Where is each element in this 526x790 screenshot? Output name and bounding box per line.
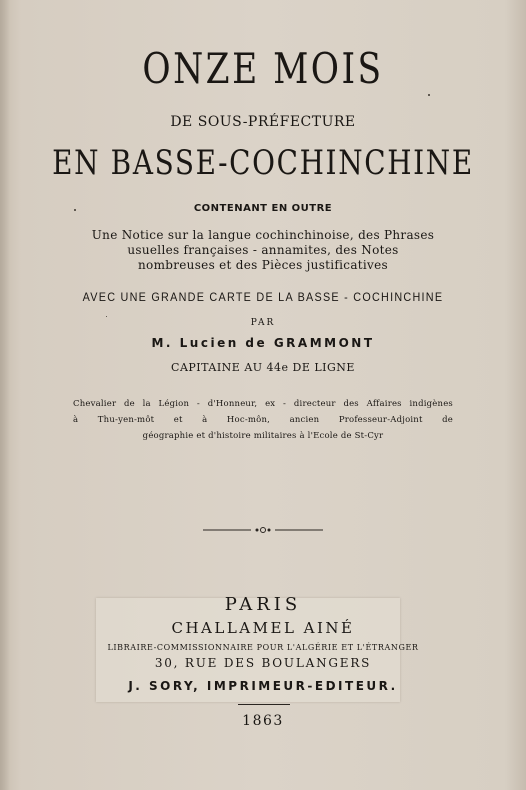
title-line-2: DE SOUS-PRÉFECTURE (170, 114, 356, 130)
title-line-1: ONZE MOIS (142, 44, 384, 93)
year-rule (238, 704, 290, 705)
notice-line: Une Notice sur la langue cochinchinoise, des Phrases (91, 228, 435, 242)
imprint-printer: J. SORY, IMPRIMEUR-EDITEUR. (128, 679, 398, 693)
ornament-divider (0, 520, 526, 539)
notice-line: usuelles françaises - annamites, des Notes (127, 243, 399, 257)
imprint-address: 30, RUE DES BOULANGERS (154, 656, 372, 670)
imprint-city: PARIS (224, 594, 302, 615)
imprint-publisher: CHALLAMEL AINÉ (171, 619, 355, 637)
notice-line: nombreuses et des Pièces justificatives (138, 258, 388, 272)
paper-speck (428, 94, 430, 96)
contents-heading: CONTENANT EN OUTRE (193, 203, 333, 214)
paper-speck (74, 209, 76, 211)
par-label: PAR (250, 318, 276, 328)
map-line: AVEC UNE GRANDE CARTE DE LA BASSE - COCHINCHINE (82, 290, 444, 304)
publication-year: 1863 (242, 713, 284, 729)
imprint-publisher-role: LIBRAIRE-COMMISSIONNAIRE POUR L'ALGÉRIE ET L'ÉTRANGER (107, 643, 419, 652)
honors-line: Chevalier de la Légion - d'Honneur, ex - directeur des Affaires indigènes (73, 399, 453, 409)
notice-text (0, 228, 526, 273)
honors-line: géographie et d'histoire militaires à l'Ecole de St-Cyr (142, 431, 384, 441)
author-rank: CAPITAINE AU 44e DE LIGNE (171, 361, 355, 374)
title-line-3: EN BASSE-COCHINCHINE (52, 143, 474, 183)
ornament-icon (203, 525, 323, 535)
author-name: M. Lucien de GRAMMONT (151, 336, 375, 350)
author-honors (0, 396, 526, 444)
paper-speck (106, 316, 107, 317)
honors-line: à Thu-yen-môt et à Hoc-môn, ancien Professeur-Adjoint de (73, 415, 453, 425)
